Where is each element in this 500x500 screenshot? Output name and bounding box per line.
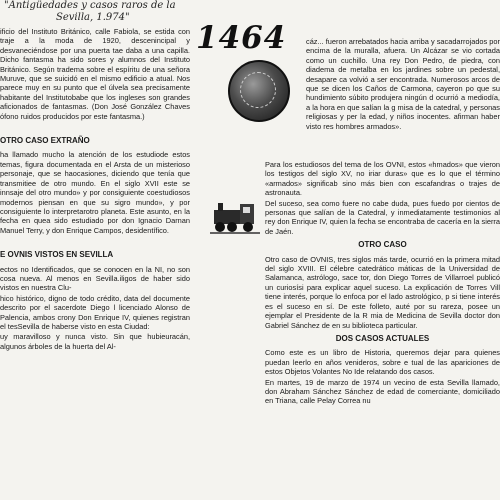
section-heading: OTRO CASO [358, 240, 407, 250]
paragraph: Del suceso, sea como fuere no cabe duda, pues fuedo por cientos de personas que salían de la Catedral, y inmediatamente testimonios al rey don Enrique IV, quien la fecha se encontraba de cacería en la sierra de Jaén. [265, 198, 500, 236]
paragraph: Como este es un libro de Historia, queremos dejar para quienes puedan leerlo en años venideros, sobre e tual de las apariciones de estos Objetos Volantes No Ide relatando dos casos. [265, 348, 500, 377]
paragraph: ificio del Instituto Británico, calle Fabiola, se estida con traje a la moda de 1920, descenincipal y desvaneciéndose por una puerta tae daba a una capilla. Dicho fantasma ha sido sores y alumnos del Instituto Británico. Según tradema sobre el espíritu de una señora Muruve, que se suicidó en el mismo edificio a atual. Nos parece muy en su punto que el úlvela sea precisamente habitante del Institutobabe que los ingleses son grandes aficionados de fantasmas. (Don José González Chaves ófono ruidos producidos por este fantasma.) [0, 27, 190, 121]
locomotive-illustration [210, 200, 260, 234]
right-column-top [306, 37, 500, 157]
coin-illustration [228, 60, 290, 122]
handwritten-line-1: "Antigüedades y casos raros de la [4, 0, 176, 11]
section-heading: E OVNIS VISTOS EN SEVILLA [0, 250, 114, 260]
handwritten-line-2: Sevilla, 1.974" [56, 12, 130, 23]
page-number: 1464 [196, 20, 287, 56]
paragraph: uy maravilloso y nunca visto. Sin que hubieuracán, algunos árboles de la huerta del Al- [0, 332, 190, 351]
section-heading: DOS CASOS ACTUALES [335, 333, 430, 343]
left-column [0, 27, 190, 500]
paragraph: Para los estudiosos del tema de los OVNI, estos «hmados» que vieron los testigos del siglo XV, no iriar duras» que es lo que el término «armados» significab sino más bien con escafandras o trajes de astronauta. [265, 160, 500, 198]
right-column [265, 160, 500, 500]
paragraph: cáz... fueron arrebatados hacia arriba y sacadarrojados por encima de la muralla, afuera. Un Alcázar se vio cortada como un cuchillo. Una rey Don Pedro, de piedra, con diadema de metalba en los jardines sobre un pedestal, desapare ca volvió a ser encontrada. Numerosos arcos de que se dicen los Caños de Carmona, cayeron po que su hundimiento súbito produjera ningún d ocurrió a mediodía, a la hora en que salían la g misa de la catedral, y personas religiosas y per la edad, y niños inocentes. afirman haber visto res hombres armados». [306, 37, 500, 131]
paragraph: ha llamado mucho la atención de los estudiode estos temas, figura documentada en el Arsta de un misterioso personaje, que se haocasiones, diciendo que tenía que transmitiee de otro mundo. En el siglo XVII este se innsaje del otro mundo» y por consiguiente coestudiosos modernos piensan en que su sigro mundo», y por consiguiente lo interpretarotro planeta. Este asunto, en la fecha en quea sido estudiado por don Ignacio Darnan Manuel Terry, y don Enrique Campos, desidentífico. [0, 150, 190, 235]
section-heading: OTRO CASO EXTRAÑO [0, 136, 90, 146]
paragraph: hico histórico, digno de todo crédito, data del documente descrito por el sacerdote Diego l licenciado Alonso de Palencia, ambos crony Don Enrique IV, quienes registran el tesSevilla de haberse visto en esta Ciudad: [0, 293, 190, 331]
paragraph: ectos no Identificados, que se conocen en la NI, no son cosa nueva. Al menos en Sevilla.iligos de haber sido vistos en nuestra Clu- [0, 264, 190, 293]
paragraph: Otro caso de OVNIS, tres siglos más tarde, ocurrió en la primera mitad del siglo XVIII. El célebre catedrático máticas de la Universidad de Salamanca, astrólogo, sace tor, don Diego Torres de Villarroel publicó un curiosísi para explicar aquel suceso. La explicación de Torres Vill tiene interés, porque lo enfoca por el lado astrológico, p si tiene interés es el suceso en sí. De este folleto, auté por su rareza, posee un ejemplar el Presidente de la R mia de Medicina de Sevilla doctor don Gabriel Sánchez de en su biblioteca particular. [265, 254, 500, 330]
paragraph: En martes, 19 de marzo de 1974 un vecino de esta Sevilla llamado, don Abraham Sánchez Sánchez de edad de comerciante, domiciliado en Triana, calle Pelay Correa nu [265, 377, 500, 406]
